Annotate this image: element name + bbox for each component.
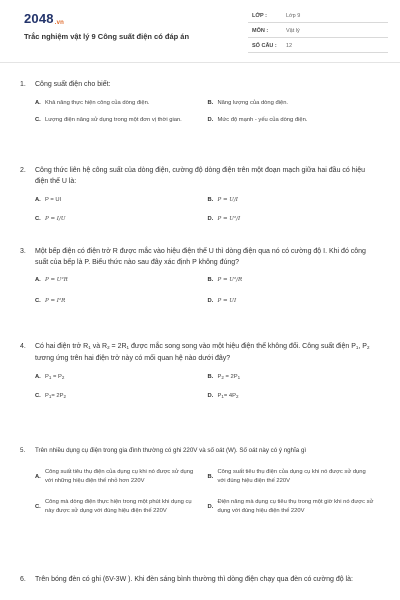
- option-text: Mức độ mạnh - yếu của dòng điện.: [217, 117, 308, 123]
- question-text: Một bếp điện có điện trở R được mắc vào hiệu điện thế U thì dòng điện qua nó có cường độ I. Khi đó công suất của bếp là P. Biểu thức nào sau đây xác định P không đúng?: [35, 248, 366, 266]
- answer-option[interactable]: A. Khả năng thực hiện công của dòng điện.: [35, 99, 208, 108]
- answer-option[interactable]: B. Công suất tiêu thụ điện của dụng cụ khi nó được sử dụng với đúng hiệu điện thế 220V: [208, 468, 381, 486]
- meta-row-count: [248, 40, 388, 53]
- meta-value: Lớp 9: [286, 13, 301, 19]
- option-text: $P_1= 4P_2$: [217, 393, 239, 399]
- question-1: [20, 79, 380, 125]
- option-formula: P = U/I: [217, 197, 238, 203]
- answer-option[interactable]: B. P = U/I: [208, 196, 381, 205]
- question-6: [20, 574, 380, 585]
- question-number: 3.: [20, 248, 26, 255]
- meta-row-subject: [248, 25, 388, 38]
- logo-text: 2048: [24, 11, 54, 26]
- logo-domain: .vn: [54, 20, 65, 26]
- question-5: [20, 446, 380, 516]
- answer-option[interactable]: A. P = UI: [35, 196, 208, 205]
- answer-options: [35, 196, 380, 224]
- answer-option[interactable]: C. P = I²R: [35, 297, 208, 306]
- question-number: 5.: [20, 447, 26, 454]
- option-text: Công mà dòng điện thực hiện trong một phút khi dụng cụ này được sử dụng với đúng hiệu điện thế 220V: [45, 499, 192, 514]
- option-formula: P = U²R: [45, 277, 68, 283]
- answer-options: [35, 99, 380, 125]
- answer-option[interactable]: A. P = U²R: [35, 276, 208, 285]
- question-number: 6.: [20, 576, 26, 583]
- question-2: [20, 165, 380, 224]
- answer-option[interactable]: B. Năng lượng của dòng điện.: [208, 99, 381, 108]
- question-number: 4.: [20, 343, 26, 350]
- answer-option[interactable]: D. P = UI: [208, 297, 381, 306]
- answer-option[interactable]: D. P = U²/I: [208, 215, 381, 224]
- meta-value: 12: [286, 43, 293, 49]
- question-text: Công thức liên hệ công suất của dòng điện, cường độ dòng điện trên một đoạn mạch giữa hai đầu có hiệu điện thế U là:: [35, 167, 365, 185]
- question-text: Có hai điện trở $R_1$ và $R_2 = 2R_1$ được mắc song song vào một hiệu điện thế không đổi. Công suất điện $P_1$, $P_2$ tương ứng trên hai điện trở này có mối quan hệ nào dưới đây?: [35, 343, 370, 362]
- option-text: Lượng điện năng sử dụng trong một đơn vị thời gian.: [45, 117, 182, 123]
- answer-option[interactable]: D. $P_1= 4P_2$: [208, 392, 381, 401]
- option-formula: P = U²/I: [217, 216, 241, 222]
- answer-options: [35, 373, 380, 401]
- question-text: Trên bóng đèn có ghi (6V-3W ). Khi đèn sáng bình thường thì dòng điện chạy qua đèn có cường độ là:: [35, 576, 353, 583]
- meta-table: [248, 10, 388, 55]
- meta-key: MÔN :: [252, 28, 269, 34]
- option-text: $P_1= 2P_2$: [45, 393, 66, 399]
- option-text: Công suất tiêu thụ điện của dụng cụ khi nó được sử dụng với những hiệu điện thế nhỏ hơn 220V: [45, 469, 194, 484]
- option-text: Khả năng thực hiện công của dòng điện.: [45, 100, 150, 106]
- option-text: Năng lượng của dòng điện.: [217, 100, 289, 106]
- document-title: Trắc nghiệm vật lý 9 Công suất điện có đáp án: [24, 32, 190, 41]
- option-text: $P_2 = 2P_1$: [217, 374, 241, 380]
- answer-option[interactable]: C. $P_1= 2P_2$: [35, 392, 208, 401]
- header-divider: [0, 62, 400, 63]
- answer-option[interactable]: D. Mức độ mạnh - yếu của dòng điện.: [208, 116, 381, 125]
- answer-options: [35, 276, 380, 306]
- answer-option[interactable]: C. P = I/U: [35, 215, 208, 224]
- page-header: [0, 0, 400, 48]
- option-text: P = UI: [45, 197, 62, 203]
- question-text: Công suất điện cho biết:: [35, 81, 111, 88]
- answer-option[interactable]: C. Công mà dòng điện thực hiện trong một phút khi dụng cụ này được sử dụng với đúng hiệu điện thế 220V: [35, 498, 208, 516]
- option-formula: P = UI: [217, 298, 237, 304]
- question-number: 1.: [20, 81, 26, 88]
- meta-row-class: [248, 10, 388, 23]
- option-text: Công suất tiêu thụ điện của dụng cụ khi nó được sử dụng với đúng hiệu điện thế 220V: [217, 469, 366, 484]
- site-logo[interactable]: [24, 11, 64, 26]
- answer-options: [35, 468, 380, 516]
- option-text: Điện năng mà dụng cụ tiêu thụ trong một giờ khi nó được sử dụng với đúng hiệu điện thế 220V: [217, 499, 374, 514]
- question-number: 2.: [20, 167, 26, 174]
- answer-option[interactable]: A. $P_1 = P_2$: [35, 373, 208, 382]
- meta-key: SỐ CÂU :: [252, 43, 277, 49]
- answer-option[interactable]: B. P = U²/R: [208, 276, 381, 285]
- option-formula: P = U²/R: [217, 277, 243, 283]
- option-text: $P_1 = P_2$: [45, 374, 65, 380]
- option-formula: P = I/U: [45, 216, 66, 222]
- answer-option[interactable]: C. Lượng điện năng sử dụng trong một đơn vị thời gian.: [35, 116, 208, 125]
- question-4: [20, 341, 380, 401]
- meta-key: LỚP :: [252, 13, 267, 19]
- option-formula: P = I²R: [45, 298, 66, 304]
- question-3: [20, 246, 380, 306]
- meta-value: Vật lý: [286, 28, 300, 34]
- answer-option[interactable]: D. Điện năng mà dụng cụ tiêu thụ trong một giờ khi nó được sử dụng với đúng hiệu điện thế 220V: [208, 498, 381, 516]
- answer-option[interactable]: B. $P_2 = 2P_1$: [208, 373, 381, 382]
- answer-option[interactable]: A. Công suất tiêu thụ điện của dụng cụ khi nó được sử dụng với những hiệu điện thế nhỏ hơn 220V: [35, 468, 208, 486]
- question-text: Trên nhiều dụng cụ điện trong gia đình thường có ghi 220V và số oát (W). Số oát này có ý nghĩa gì: [35, 447, 307, 454]
